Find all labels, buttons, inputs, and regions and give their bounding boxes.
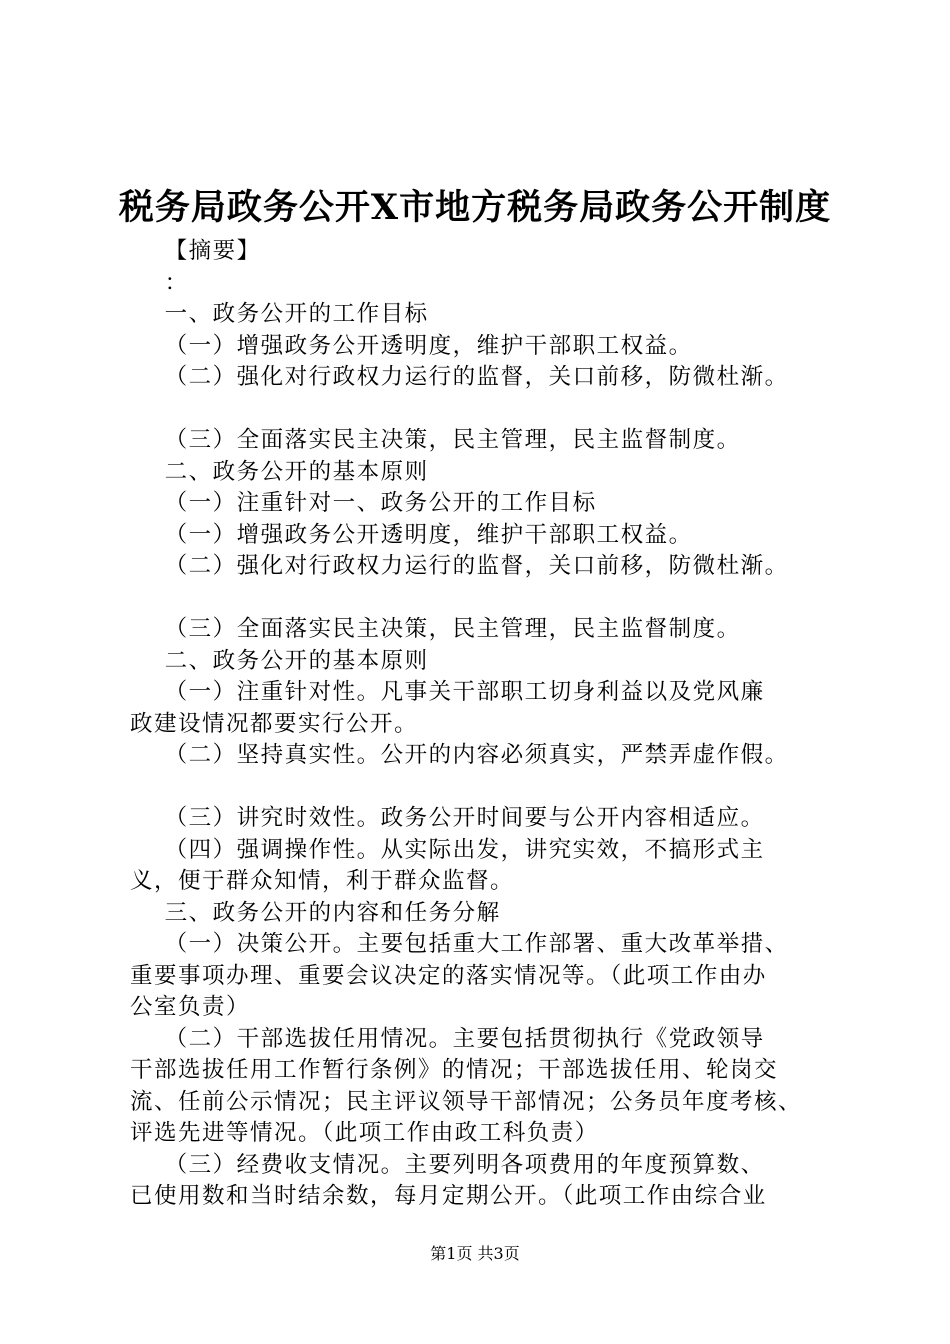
text-line: （三）全面落实民主决策，民主管理，民主监督制度。	[130, 616, 741, 642]
blank-line	[130, 772, 850, 804]
text-line: （三）全面落实民主决策，民主管理，民主监督制度。	[130, 427, 741, 453]
text-line: 评选先进等情况。（此项工作由政工科负责）	[130, 1120, 599, 1146]
text-line: 二、政务公开的基本原则	[130, 647, 429, 674]
text-line: 【摘要】	[130, 238, 261, 264]
text-line: 政建设情况都要实行公开。	[130, 710, 419, 737]
text-line: ：	[130, 269, 189, 296]
text-line: （一）注重针对一、政务公开的工作目标	[130, 490, 597, 516]
document-body	[130, 236, 850, 1213]
text-line: 公室负责）	[130, 994, 251, 1020]
page-footer: 第1页 共3页	[430, 1244, 520, 1263]
text-line: 义，便于群众知情，利于群众监督。	[130, 868, 515, 894]
text-line: 重要事项办理、重要会议决定的落实情况等。（此项工作由办	[130, 962, 767, 989]
text-line: （一）决策公开。主要包括重大工作部署、重大改革举措、	[130, 931, 789, 957]
text-line: （一）注重针对性。凡事关干部职工切身利益以及党风廉	[130, 679, 765, 705]
text-line: （一）增强政务公开透明度，维护干部职工权益。	[130, 521, 693, 548]
text-line: （二）坚持真实性。公开的内容必须真实，严禁弄虚作假。	[130, 742, 789, 768]
blank-line	[130, 583, 850, 615]
text-line: （二）强化对行政权力运行的监督，关口前移，防微杜渐。	[130, 553, 789, 579]
text-line: 二、政务公开的基本原则	[130, 458, 429, 485]
text-line: （三）讲究时效性。政务公开时间要与公开内容相适应。	[130, 805, 765, 831]
blank-line	[130, 394, 850, 426]
text-line: 三、政务公开的内容和任务分解	[130, 899, 501, 926]
text-line: （二）强化对行政权力运行的监督，关口前移，防微杜渐。	[130, 364, 789, 390]
text-line: 流、任前公示情况；民主评议领导干部情况；公务员年度考核、	[130, 1088, 803, 1115]
text-line: （四）强调操作性。从实际出发，讲究实效，不搞形式主	[130, 836, 765, 863]
text-line: （三）经费收支情况。主要列明各项费用的年度预算数、	[130, 1151, 765, 1178]
text-line: 一、政务公开的工作目标	[130, 301, 429, 327]
document-title: 税务局政务公开X市地方税务局政务公开制度	[118, 187, 832, 228]
text-line: 已使用数和当时结余数，每月定期公开。（此项工作由综合业	[130, 1183, 767, 1209]
text-line: （二）干部选拔任用情况。主要包括贯彻执行《党政领导	[130, 1025, 765, 1052]
text-line: （一）增强政务公开透明度，维护干部职工权益。	[130, 332, 693, 359]
text-line: 干部选拔任用工作暂行条例》的情况；干部选拔任用、轮岗交	[130, 1057, 779, 1083]
